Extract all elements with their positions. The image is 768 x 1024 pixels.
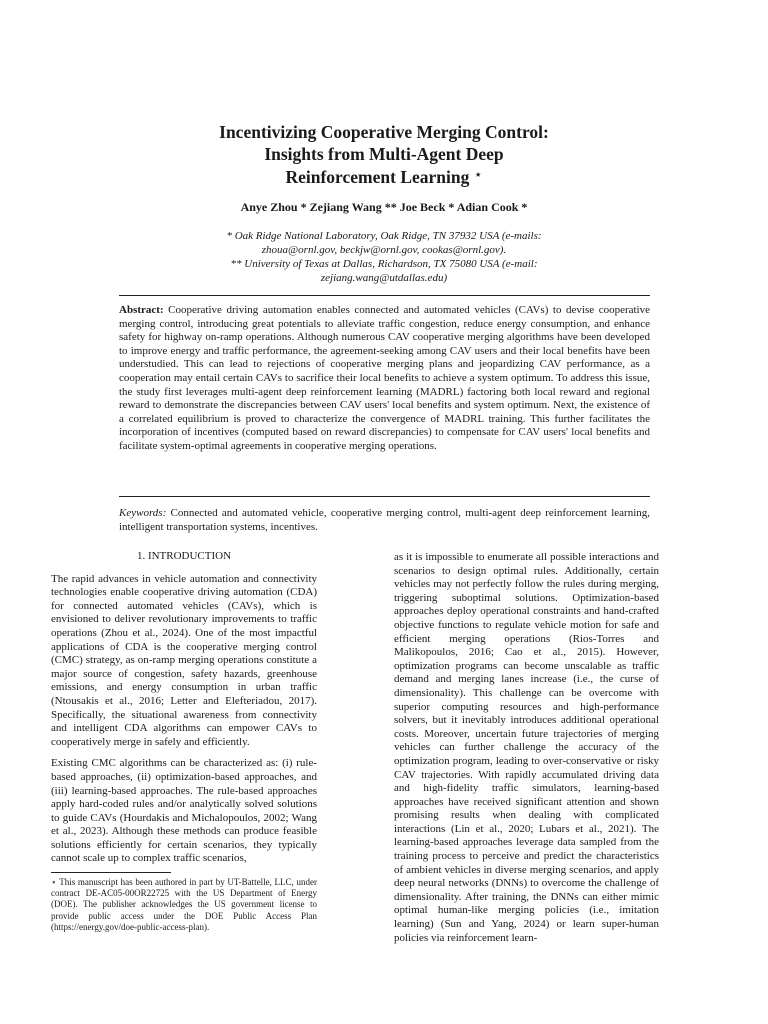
affiliation-line-4: zejiang.wang@utdallas.edu) xyxy=(320,272,448,284)
intro-paragraph-3: as it is impossible to enumerate all possible interactions and scenarios to design optimal rules. Additionally, certain vehicles may not perfectly follow the rules during merging, triggering suboptimal solutions. Optimization-based approaches deploy operational constraints and hand-crafted objective functions to regulate vehicle motion for safe and efficient merging operations (Rios-Torres and Malikopoulos, 2016; Cao et al., 2015). However, optimization programs can become unscalable as traffic demand and merging lanes increase (i.e., the curse of dimensionality). This challenge can be overcome with superior computing resources and high-performance solvers, but it inevitably introduces additional operational costs. Moreover, uncertain future trajectories of merging vehicles can further challenge the accuracy of the optimization program, leading to over-conservative or risky CAV trajectories. With rapidly accumulated driving data and high-fidelity traffic simulators, learning-based approaches have received significant attention and shown promising results when dealing with complicated interactions (Lin et al., 2020; Lubars et al., 2021). The learning-based approaches leverage data sampled from the training process to perceive and predict the characteristics of ambient vehicles in diverse merging scenarios, and apply deep neural networks (DNNs) to overcome the challenge of dimensionality. After training, the DNNs can either mimic optimal human-like merging policies (i.e., imitation learning) (Sun and Yang, 2024) or learn super-human policies via reinforcement learn- xyxy=(394,551,659,944)
abstract-top-rule xyxy=(119,295,650,296)
abstract-bottom-rule xyxy=(119,496,650,497)
footnote-mark: ⋆ xyxy=(51,877,57,887)
title-footnote-mark: ⋆ xyxy=(473,168,483,183)
keywords-text: Connected and automated vehicle, cooperative merging control, multi-agent deep reinforcement learning, intelligent transportation systems, incentives. xyxy=(119,507,650,533)
affiliation-line-2: zhoua@ornl.gov, beckjw@ornl.gov, cookas@ornl.gov). xyxy=(261,244,507,256)
abstract-text: Cooperative driving automation enables connected and automated vehicles (CAVs) to devise cooperative merging control, introducing great potentials to alleviate traffic congestion, reduce energy consumption, and enhance safety for highway on-ramp operations. Although numerous CAV cooperative merging algorithms have been developed to improve energy and traffic performance, the agreement-seeking among CAV users and their local benefits have been understudied. This can lead to rejections of cooperative merging plans and jeopardizing CAV performance, as a cooperation may entail certain CAVs to sacrifice their local benefits to achieve a system optimum. To address this issue, the study first leverages multi-agent deep reinforcement learning (MADRL) factoring both local reward and regional reward to demonstrate the discrepancies between CAV users' local benefits and system optimum. Next, the existence of a correlated equilibrium is proved to characterize the convergence of MADRL training. This further facilitates the incorporation of incentives (computed based on reward discrepancies) to compensate for CAV users' local benefits and facilitate system-optimal agreements in cooperative merging operations. xyxy=(119,304,650,452)
affiliations xyxy=(150,229,618,285)
affiliation-line-3: ** University of Texas at Dallas, Richardson, TX 75080 USA (e-mail: xyxy=(230,258,538,270)
footnote-text: This manuscript has been authored in part by UT-Battelle, LLC, under contract DE-AC05-00OR22725 with the US Department of Energy (DOE). The publisher acknowledges the US government license to provide public access under the DOE Public Access Plan (https://energy.gov/doe-public-access-plan). xyxy=(51,877,317,932)
abstract-label: Abstract: xyxy=(119,304,164,316)
keywords-label: Keywords: xyxy=(119,507,167,519)
title-line-1: Incentivizing Cooperative Merging Control: xyxy=(219,122,549,142)
abstract xyxy=(119,304,650,454)
right-column xyxy=(394,551,659,945)
paper-title xyxy=(160,121,608,188)
title-line-3 xyxy=(160,165,608,188)
title-line-2: Insights from Multi-Agent Deep xyxy=(264,144,504,164)
section-heading: 1. INTRODUCTION xyxy=(136,550,232,562)
title-line-3-text: Reinforcement Learning xyxy=(285,167,470,187)
affiliation-line-1: * Oak Ridge National Laboratory, Oak Ridge, TN 37932 USA (e-mails: xyxy=(226,230,542,242)
intro-paragraph-2: Existing CMC algorithms can be characterized as: (i) rule-based approaches, (ii) optimization-based approaches, and (iii) learning-based approaches. The rule-based approaches apply hard-coded rules and/or analytically solved solutions to guide CAVs (Hourdakis and Michalopoulos, 2002; Wang et al., 2023). Although these methods can produce feasible solutions efficiently for certain scenarios, they typically cannot scale up to complex traffic scenarios, xyxy=(51,757,317,865)
footnote xyxy=(51,877,317,933)
footnote-rule xyxy=(51,872,171,873)
keywords xyxy=(119,507,650,534)
intro-paragraph-1: The rapid advances in vehicle automation and connectivity technologies enable cooperative driving automation (CDA) for connected automated vehicles (CAVs), which is envisioned to deliver revolutionary improvements to traffic operations (Zhou et al., 2024). One of the most impactful applications of CDA is the cooperative merging control (CMC) strategy, as on-ramp merging operations constitute a major source of congestion, safety hazards, greenhouse emissions, and energy consumption in urban traffic (Ntousakis et al., 2016; Letter and Elefteriadou, 2017). Specifically, the situational awareness from connectivity and intelligent CDA algorithms can empower CAVs to cooperatively merge in safely and efficiently. xyxy=(51,572,317,748)
left-column xyxy=(51,550,317,866)
author-list: Anye Zhou * Zejiang Wang ** Joe Beck * Adian Cook * xyxy=(240,200,528,214)
